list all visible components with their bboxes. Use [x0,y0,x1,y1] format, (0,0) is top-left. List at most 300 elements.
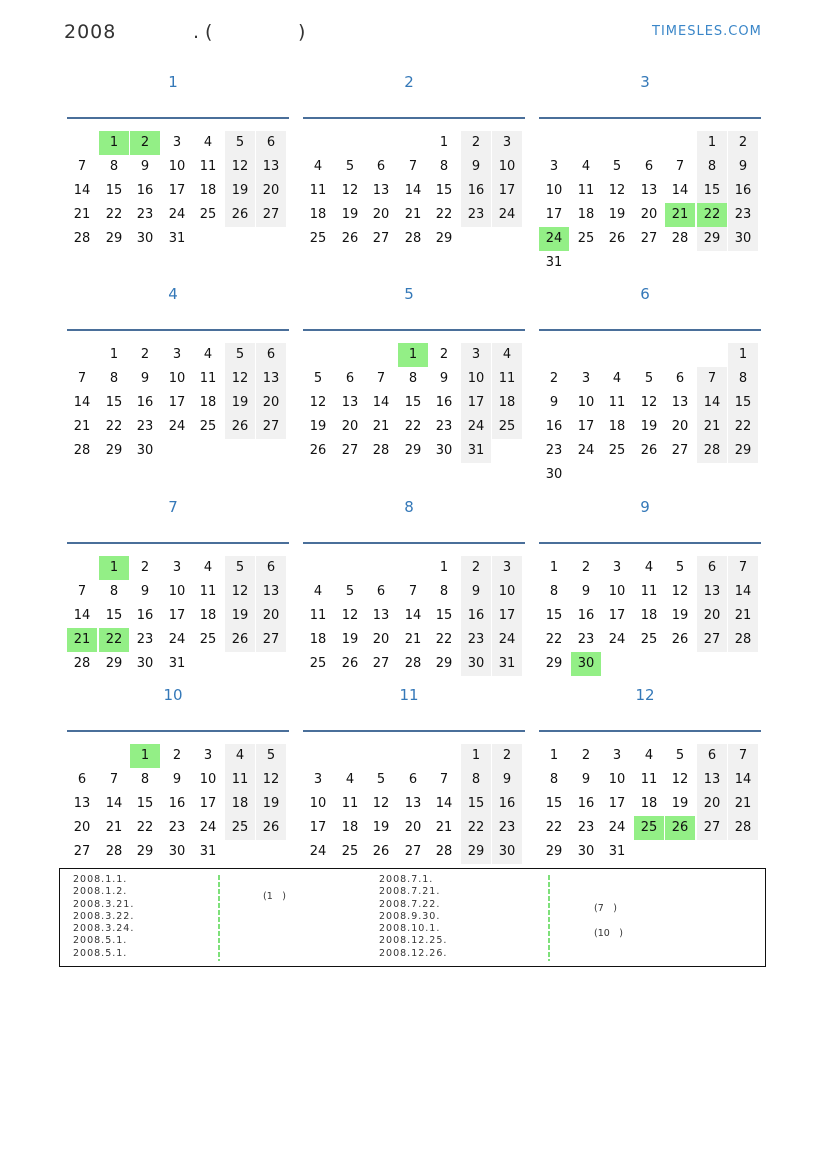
calendar-day: 23 [136,207,154,222]
calendar-day: 11 [199,584,217,599]
calendar-day: 26 [640,443,658,458]
calendar-day: 1 [549,748,559,763]
calendar-day: 25 [634,816,664,840]
calendar-day: 14 [73,183,91,198]
calendar-day: 15 [435,183,453,198]
calendar-day: 19 [225,391,255,415]
page-title-paren-close: ) [298,21,306,43]
calendar-day: 17 [608,608,626,623]
calendar-day: 31 [461,439,491,463]
calendar-day: 12 [671,584,689,599]
calendar-day: 1 [99,131,129,155]
calendar-day: 27 [256,415,286,439]
calendar-day: 3 [461,343,491,367]
calendar-day: 8 [109,159,119,174]
calendar-day: 11 [341,796,359,811]
calendar-day: 27 [256,628,286,652]
calendar-day: 14 [372,395,390,410]
month-title: 12 [635,686,655,704]
calendar-day: 29 [461,840,491,864]
calendar-day: 18 [225,792,255,816]
calendar-day: 19 [341,632,359,647]
month-rule [303,117,525,119]
month-rule [303,730,525,732]
calendar-day: 13 [671,395,689,410]
legend-divider [548,875,550,961]
calendar-day: 23 [577,632,595,647]
calendar-day: 30 [136,443,154,458]
calendar-day: 19 [309,419,327,434]
calendar-day: 28 [105,844,123,859]
calendar-day: 23 [461,628,491,652]
calendar-day: 2 [492,744,522,768]
calendar-day: 8 [439,159,449,174]
month-title: 1 [168,73,178,91]
calendar-day: 25 [341,844,359,859]
calendar-day: 20 [73,820,91,835]
calendar-day: 12 [671,772,689,787]
calendar-day: 12 [341,183,359,198]
calendar-day: 30 [168,844,186,859]
calendar-day: 5 [644,371,654,386]
calendar-day: 11 [309,183,327,198]
calendar-day: 30 [728,227,758,251]
legend-date: 2008.10.1. [379,923,441,935]
legend-note: (10 ) [594,928,624,939]
calendar-day: 15 [105,395,123,410]
calendar-day: 1 [549,560,559,575]
calendar-day: 20 [372,207,390,222]
calendar-day: 21 [73,207,91,222]
month-title: 11 [399,686,419,704]
calendar-day: 2 [581,560,591,575]
month-title: 9 [640,498,650,516]
calendar-day: 17 [461,391,491,415]
calendar-day: 30 [492,840,522,864]
calendar-day: 17 [492,179,522,203]
calendar-day: 14 [404,608,422,623]
legend-date: 2008.7.21. [379,886,441,898]
calendar-day: 2 [581,748,591,763]
calendar-day: 15 [136,796,154,811]
calendar-day: 13 [697,580,727,604]
calendar-day: 2 [172,748,182,763]
calendar-day: 10 [168,159,186,174]
calendar-day: 13 [256,155,286,179]
calendar-day: 19 [256,792,286,816]
calendar-day: 28 [372,443,390,458]
calendar-day: 7 [408,159,418,174]
calendar-day: 29 [545,656,563,671]
month-title: 3 [640,73,650,91]
month-rule [67,117,289,119]
calendar-day: 24 [199,820,217,835]
calendar-day: 16 [168,796,186,811]
legend-date: 2008.12.25. [379,935,448,947]
calendar-day: 29 [697,227,727,251]
calendar-day: 19 [225,179,255,203]
calendar-day: 29 [105,231,123,246]
calendar-day: 25 [225,816,255,840]
calendar-day: 20 [341,419,359,434]
calendar-day: 21 [697,415,727,439]
calendar-day: 27 [372,231,390,246]
calendar-day: 9 [140,584,150,599]
calendar-day: 13 [640,183,658,198]
calendar-day: 18 [199,608,217,623]
calendar-day: 2 [140,347,150,362]
calendar-day: 22 [404,419,422,434]
calendar-day: 16 [545,419,563,434]
calendar-day: 16 [577,608,595,623]
calendar-day: 25 [492,415,522,439]
calendar-day: 4 [313,584,323,599]
legend-date: 2008.1.1. [73,874,128,885]
calendar-day: 4 [203,135,213,150]
legend-note: (1 ) [263,891,286,902]
calendar-day: 4 [345,772,355,787]
calendar-day: 20 [640,207,658,222]
calendar-day: 8 [728,367,758,391]
calendar-day: 1 [439,560,449,575]
calendar-day: 5 [675,560,685,575]
month-title: 4 [168,285,178,303]
calendar-day: 18 [199,183,217,198]
calendar-day: 9 [581,772,591,787]
calendar-day: 6 [408,772,418,787]
calendar-day: 5 [675,748,685,763]
calendar-day: 28 [404,656,422,671]
calendar-day: 14 [728,580,758,604]
calendar-day: 8 [461,768,491,792]
calendar-day: 15 [697,179,727,203]
calendar-day: 29 [404,443,422,458]
calendar-day: 26 [225,628,255,652]
calendar-day: 6 [697,744,727,768]
calendar-day: 14 [105,796,123,811]
calendar-day: 13 [404,796,422,811]
calendar-day: 23 [577,820,595,835]
calendar-day: 28 [73,231,91,246]
legend-date: 2008.5.1. [73,947,128,959]
calendar-day: 27 [256,203,286,227]
calendar-day: 2 [439,347,449,362]
calendar-day: 20 [256,391,286,415]
calendar-day: 18 [640,796,658,811]
calendar-day: 24 [168,207,186,222]
calendar-day: 6 [697,556,727,580]
calendar-day: 27 [640,231,658,246]
calendar-day: 24 [461,415,491,439]
legend-date: 2008.3.24. [73,923,135,935]
calendar-day: 1 [109,347,119,362]
calendar-day: 19 [640,419,658,434]
calendar-day: 24 [608,820,626,835]
month-title: 5 [404,285,414,303]
calendar-day: 23 [168,820,186,835]
calendar-day: 26 [341,656,359,671]
calendar-day: 7 [77,159,87,174]
calendar-day: 27 [73,844,91,859]
legend-note: (7 ) [594,903,617,914]
calendar-day: 2 [461,556,491,580]
calendar-day: 16 [577,796,595,811]
calendar-day: 2 [549,371,559,386]
calendar-day: 21 [372,419,390,434]
calendar-day: 19 [341,207,359,222]
calendar-day: 10 [461,367,491,391]
calendar-day: 21 [404,207,422,222]
calendar-day: 27 [671,443,689,458]
brand-link[interactable]: TIMESLES.COM [652,24,762,39]
calendar-day: 21 [665,203,695,227]
calendar-day: 27 [404,844,422,859]
calendar-day: 6 [77,772,87,787]
calendar-day: 16 [461,604,491,628]
calendar-day: 24 [492,628,522,652]
month-rule [539,329,761,331]
calendar-day: 26 [256,816,286,840]
calendar-day: 14 [435,796,453,811]
calendar-day: 3 [581,371,591,386]
calendar-day: 29 [105,656,123,671]
calendar-day: 22 [105,207,123,222]
calendar-day: 3 [549,159,559,174]
calendar-day: 3 [172,560,182,575]
legend-date: 2008.3.21. [73,898,135,910]
calendar-day: 18 [309,632,327,647]
calendar-day: 16 [435,395,453,410]
calendar-day: 23 [136,419,154,434]
calendar-day: 4 [644,560,654,575]
calendar-day: 9 [140,159,150,174]
calendar-day: 27 [697,816,727,840]
legend-date: 2008.1.2. [73,886,128,898]
calendar-day: 29 [545,844,563,859]
calendar-day: 26 [372,844,390,859]
calendar-day: 12 [225,580,255,604]
calendar-day: 5 [612,159,622,174]
calendar-day: 30 [136,231,154,246]
calendar-day: 31 [492,652,522,676]
calendar-day: 16 [136,395,154,410]
calendar-day: 22 [435,207,453,222]
calendar-day: 18 [577,207,595,222]
calendar-day: 16 [461,179,491,203]
calendar-day: 7 [439,772,449,787]
calendar-day: 13 [256,367,286,391]
calendar-day: 18 [309,207,327,222]
calendar-day: 31 [199,844,217,859]
calendar-day: 26 [225,415,255,439]
calendar-day: 20 [256,604,286,628]
calendar-day: 30 [577,844,595,859]
calendar-day: 22 [728,415,758,439]
calendar-day: 8 [408,371,418,386]
calendar-day: 25 [309,656,327,671]
calendar-day: 23 [136,632,154,647]
legend-divider [218,875,220,961]
calendar-day: 7 [697,367,727,391]
calendar-day: 9 [461,155,491,179]
calendar-day: 20 [256,179,286,203]
calendar-day: 1 [728,343,758,367]
calendar-day: 17 [199,796,217,811]
calendar-day: 25 [577,231,595,246]
month-rule [67,730,289,732]
calendar-day: 3 [492,131,522,155]
calendar-day: 6 [345,371,355,386]
calendar-day: 25 [608,443,626,458]
calendar-day: 21 [728,792,758,816]
calendar-day: 5 [225,343,255,367]
calendar-day: 24 [577,443,595,458]
calendar-day: 19 [372,820,390,835]
calendar-day: 30 [545,467,563,482]
calendar-day: 23 [435,419,453,434]
calendar-day: 28 [728,628,758,652]
calendar-day: 18 [608,419,626,434]
calendar-day: 21 [435,820,453,835]
month-rule [67,542,289,544]
calendar-day: 28 [697,439,727,463]
calendar-day: 7 [109,772,119,787]
calendar-day: 28 [404,231,422,246]
calendar-day: 17 [309,820,327,835]
calendar-day: 8 [439,584,449,599]
calendar-day: 4 [313,159,323,174]
calendar-day: 6 [256,556,286,580]
calendar-day: 11 [199,371,217,386]
calendar-day: 25 [309,231,327,246]
calendar-day: 8 [140,772,150,787]
calendar-day: 1 [697,131,727,155]
calendar-day: 4 [492,343,522,367]
page-title-year: 2008 [64,21,117,43]
calendar-day: 20 [372,632,390,647]
calendar-day: 18 [341,820,359,835]
calendar-day: 4 [612,371,622,386]
calendar-day: 9 [140,371,150,386]
calendar-day: 6 [644,159,654,174]
calendar-day: 29 [435,656,453,671]
calendar-day: 11 [199,159,217,174]
calendar-day: 11 [577,183,595,198]
month-title: 8 [404,498,414,516]
calendar-day: 10 [608,584,626,599]
month-rule [539,730,761,732]
calendar-day: 24 [168,419,186,434]
calendar-day: 12 [341,608,359,623]
calendar-day: 3 [172,135,182,150]
calendar-day: 14 [73,395,91,410]
calendar-day: 31 [168,231,186,246]
calendar-day: 4 [203,347,213,362]
calendar-day: 1 [461,744,491,768]
calendar-day: 27 [372,656,390,671]
calendar-day: 12 [372,796,390,811]
month-title: 10 [163,686,183,704]
calendar-day: 17 [168,395,186,410]
calendar-day: 23 [492,816,522,840]
calendar-day: 4 [225,744,255,768]
calendar-day: 10 [492,155,522,179]
calendar-day: 25 [640,632,658,647]
calendar-day: 25 [199,419,217,434]
calendar-day: 11 [640,772,658,787]
calendar-day: 16 [728,179,758,203]
calendar-day: 4 [644,748,654,763]
calendar-day: 22 [99,628,129,652]
calendar-day: 18 [492,391,522,415]
calendar-day: 29 [136,844,154,859]
calendar-day: 12 [225,155,255,179]
calendar-day: 14 [697,391,727,415]
calendar-day: 12 [225,367,255,391]
calendar-day: 5 [225,131,255,155]
calendar-day: 21 [105,820,123,835]
calendar-day: 10 [577,395,595,410]
calendar-day: 15 [105,183,123,198]
month-title: 7 [168,498,178,516]
calendar-day: 6 [256,131,286,155]
calendar-day: 13 [372,608,390,623]
calendar-day: 29 [105,443,123,458]
calendar-day: 22 [136,820,154,835]
month-rule [303,329,525,331]
calendar-day: 20 [697,604,727,628]
calendar-day: 15 [728,391,758,415]
calendar-day: 31 [608,844,626,859]
calendar-day: 30 [136,656,154,671]
calendar-day: 17 [168,183,186,198]
calendar-day: 5 [345,159,355,174]
calendar-day: 22 [697,203,727,227]
calendar-day: 18 [199,395,217,410]
calendar-day: 22 [545,632,563,647]
calendar-day: 28 [435,844,453,859]
calendar-day: 14 [404,183,422,198]
calendar-day: 10 [168,584,186,599]
calendar-day: 2 [461,131,491,155]
legend-date: 2008.5.1. [73,935,128,947]
calendar-day: 14 [73,608,91,623]
calendar-day: 13 [372,183,390,198]
calendar-day: 10 [545,183,563,198]
calendar-day: 17 [577,419,595,434]
calendar-day: 28 [73,656,91,671]
calendar-day: 21 [73,419,91,434]
calendar-day: 15 [461,792,491,816]
legend-left-dates [73,874,134,960]
calendar-day: 1 [130,744,160,768]
calendar-day: 8 [697,155,727,179]
legend-date: 2008.7.22. [379,898,441,910]
calendar-day: 24 [608,632,626,647]
calendar-day: 3 [612,748,622,763]
calendar-day: 2 [728,131,758,155]
calendar-day: 4 [581,159,591,174]
calendar-day: 15 [545,796,563,811]
calendar-day: 10 [309,796,327,811]
calendar-day: 24 [309,844,327,859]
calendar-day: 8 [549,772,559,787]
calendar-day: 9 [492,768,522,792]
calendar-day: 7 [77,371,87,386]
calendar-day: 9 [549,395,559,410]
calendar-day: 12 [608,183,626,198]
page-title-paren-open: ( [205,21,213,43]
